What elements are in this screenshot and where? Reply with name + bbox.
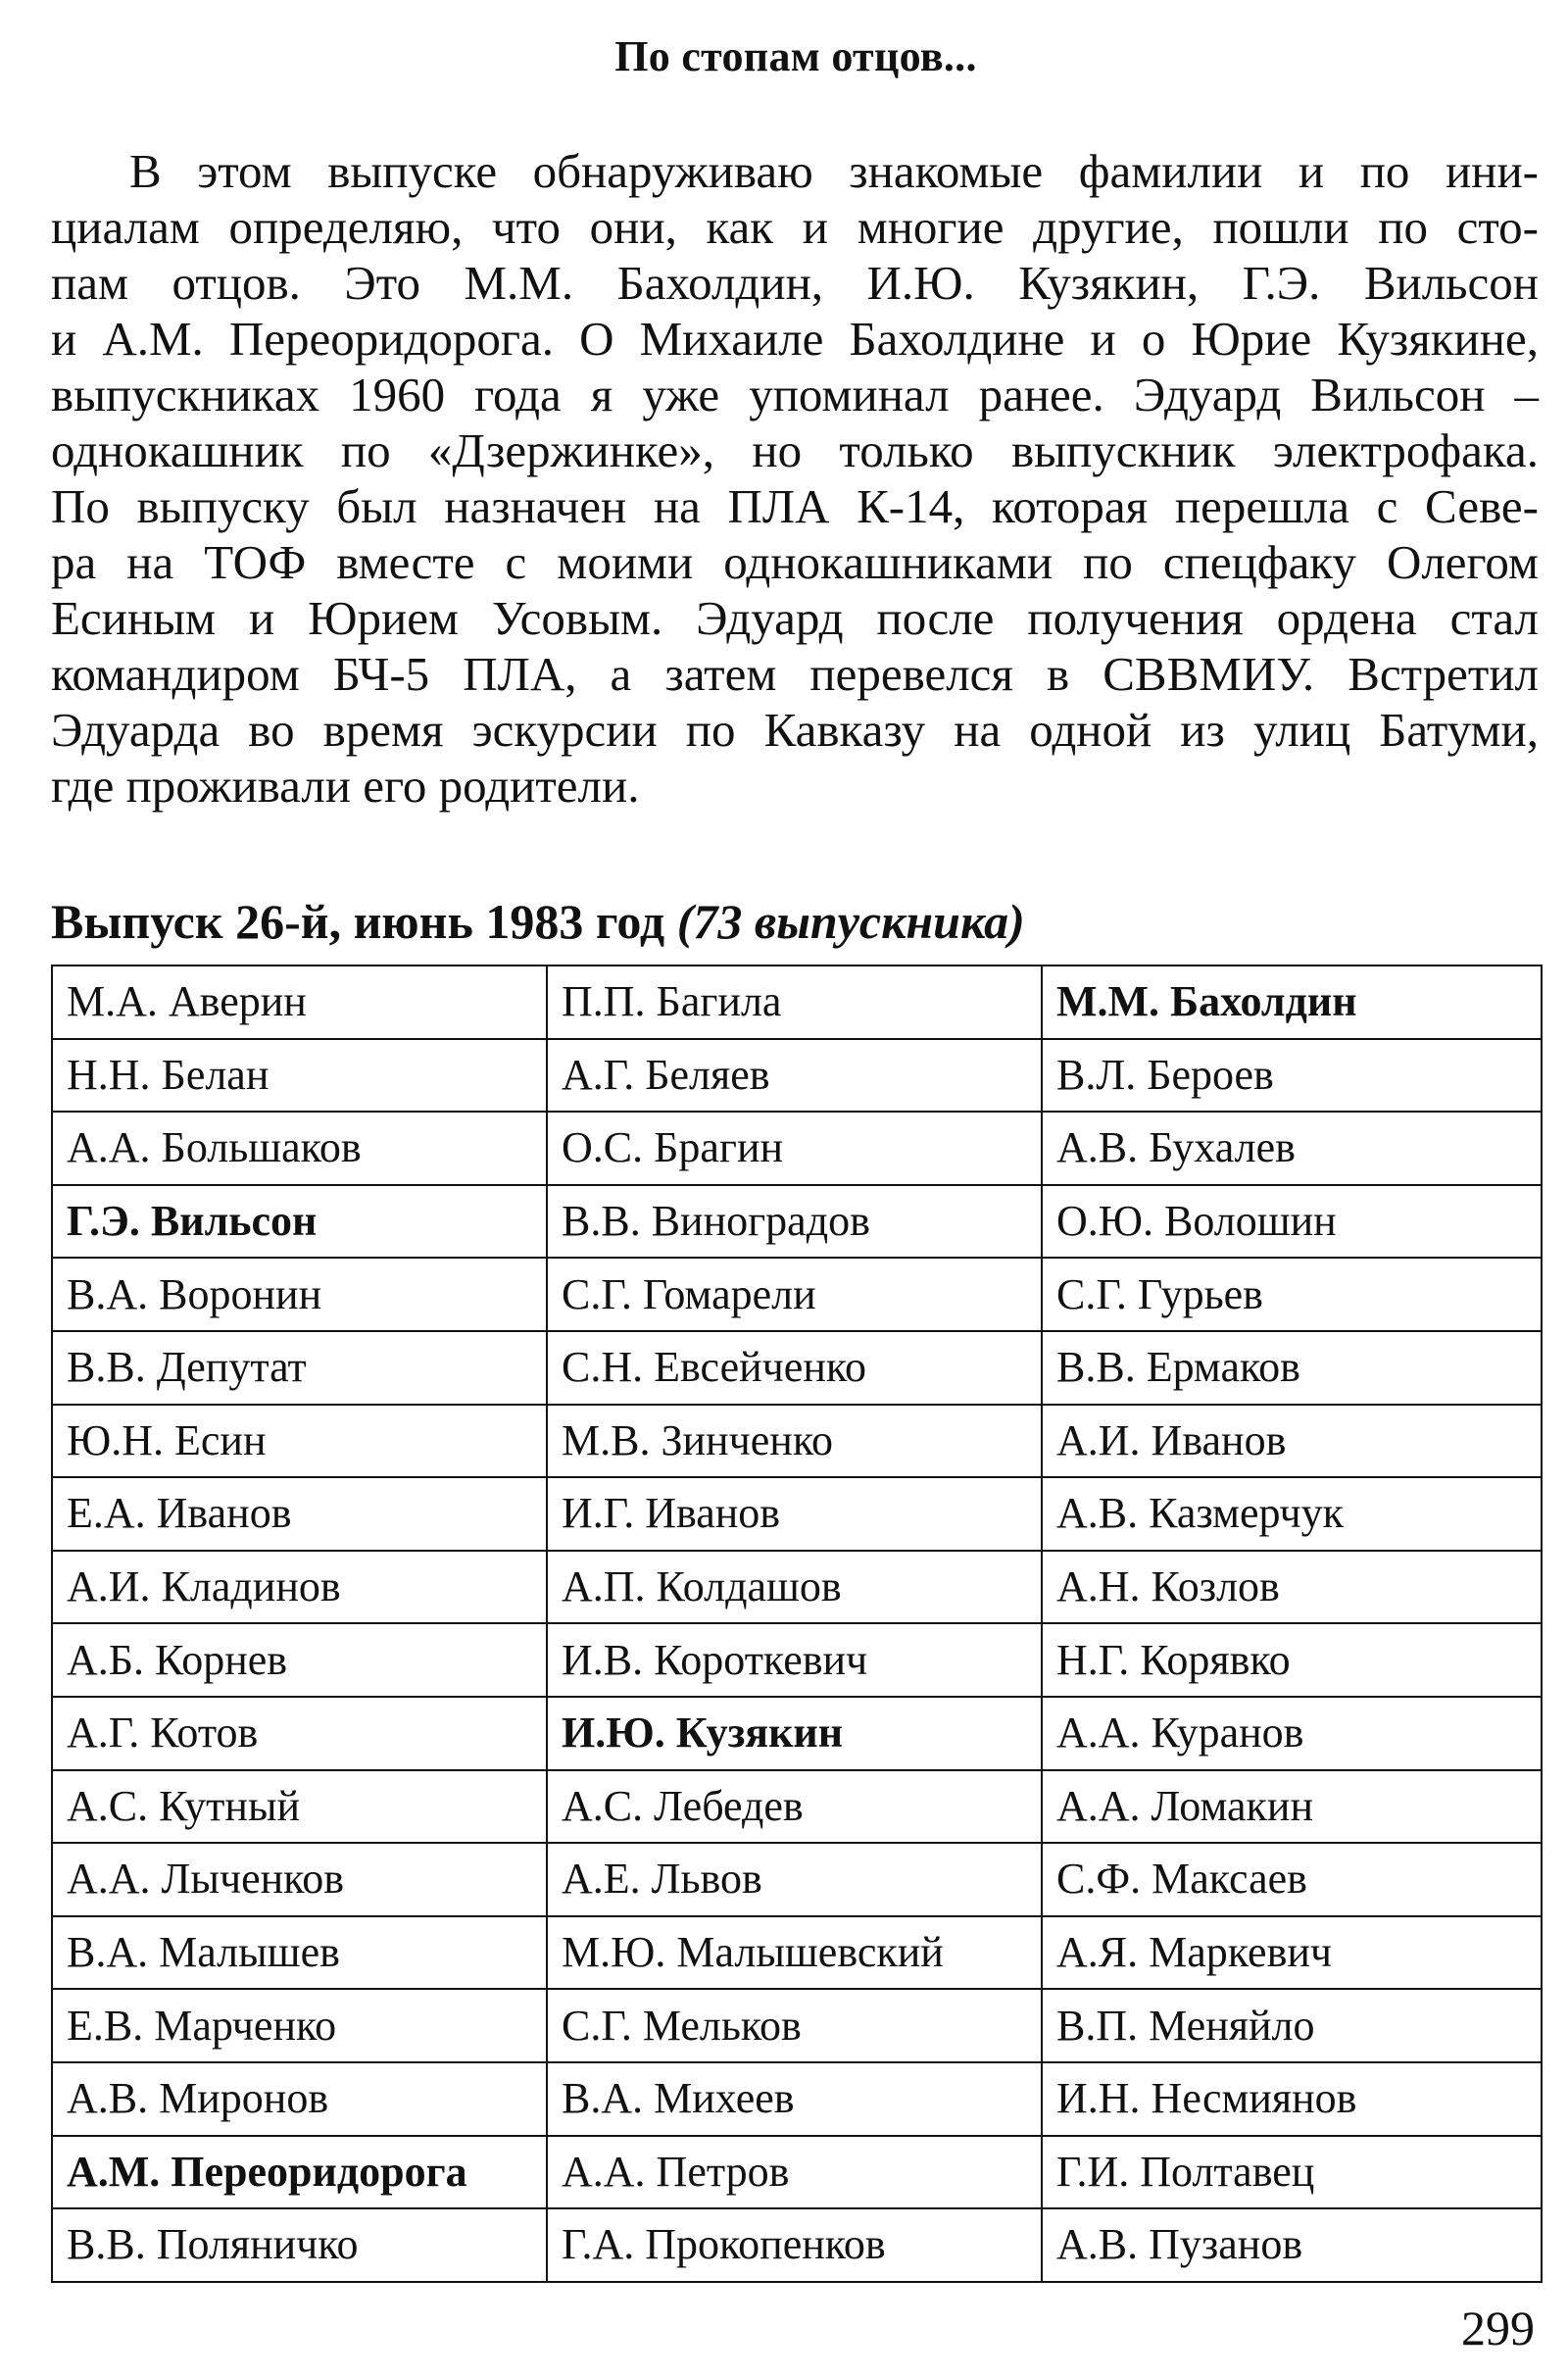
- graduate-name-cell: А.А. Лыченков: [52, 1843, 547, 1916]
- graduate-name-cell: И.Н. Несмиянов: [1042, 2062, 1542, 2136]
- graduate-name-cell: С.Г. Гомарели: [547, 1258, 1042, 1331]
- graduate-name-cell: В.В. Поляничко: [52, 2208, 547, 2282]
- graduate-name-cell: А.А. Ломакин: [1042, 1770, 1542, 1844]
- graduate-name-cell: М.А. Аверин: [52, 966, 547, 1039]
- table-row: [52, 1551, 1542, 1624]
- graduate-name-cell: С.Н. Евсейченко: [547, 1331, 1042, 1405]
- table-row: [52, 1697, 1542, 1770]
- graduate-name-cell: И.Ю. Кузякин: [547, 1697, 1042, 1770]
- page-number: 299: [1461, 2301, 1535, 2355]
- graduate-name-cell: Г.И. Полтавец: [1042, 2136, 1542, 2209]
- table-row: [52, 1331, 1542, 1405]
- table-row: [52, 2208, 1542, 2282]
- graduate-name-cell: А.Н. Козлов: [1042, 1551, 1542, 1624]
- graduate-name-cell: А.Б. Корнев: [52, 1623, 547, 1697]
- paragraph-line: Есиным и Юрием Усовым. Эдуард после получения ордена стал: [51, 591, 1539, 645]
- graduate-name-cell: А.В. Бухалев: [1042, 1112, 1542, 1185]
- graduate-name-cell: М.В. Зинченко: [547, 1405, 1042, 1478]
- graduate-name-cell: В.А. Воронин: [52, 1258, 547, 1331]
- graduate-name-cell: А.И. Кладинов: [52, 1551, 547, 1624]
- table-row: [52, 1843, 1542, 1916]
- graduate-name-cell: С.Г. Гурьев: [1042, 1258, 1542, 1331]
- graduate-name-cell: А.С. Кутный: [52, 1770, 547, 1844]
- graduate-name-cell: А.А. Петров: [547, 2136, 1042, 2209]
- graduate-name-cell: А.Е. Львов: [547, 1843, 1042, 1916]
- graduate-name-cell: А.П. Колдашов: [547, 1551, 1042, 1624]
- body-paragraph: [51, 143, 1539, 814]
- graduate-name-cell: Г.А. Прокопенков: [547, 2208, 1042, 2282]
- graduate-name-cell: И.В. Короткевич: [547, 1623, 1042, 1697]
- table-row: [52, 1477, 1542, 1551]
- table-heading-count: (73 выпускника): [676, 894, 1025, 949]
- paragraph-line: По выпуску был назначен на ПЛА К-14, которая перешла с Севе-: [51, 479, 1539, 533]
- table-row: [52, 1039, 1542, 1113]
- graduate-name-cell: В.А. Малышев: [52, 1916, 547, 1990]
- graduate-name-cell: Е.А. Иванов: [52, 1477, 547, 1551]
- graduate-name-cell: А.В. Казмерчук: [1042, 1477, 1542, 1551]
- table-row: [52, 1770, 1542, 1844]
- graduate-name-cell: В.В. Виноградов: [547, 1185, 1042, 1259]
- graduate-name-cell: В.Л. Бероев: [1042, 1039, 1542, 1113]
- table-row: [52, 2136, 1542, 2209]
- graduate-name-cell: А.В. Миронов: [52, 2062, 547, 2136]
- graduate-name-cell: А.Я. Маркевич: [1042, 1916, 1542, 1990]
- graduate-name-cell: В.В. Депутат: [52, 1331, 547, 1405]
- graduate-name-cell: О.Ю. Волошин: [1042, 1185, 1542, 1259]
- graduate-name-cell: А.А. Куранов: [1042, 1697, 1542, 1770]
- graduate-name-cell: А.В. Пузанов: [1042, 2208, 1542, 2282]
- table-row: [52, 1623, 1542, 1697]
- paragraph-line: В этом выпуске обнаруживаю знакомые фамилии и по ини-: [129, 144, 1539, 198]
- paragraph-line: однокашник по «Дзержинке», но только выпускник электрофака.: [51, 423, 1539, 477]
- table-row: [52, 1112, 1542, 1185]
- paragraph-line: выпускниках 1960 года я уже упоминал ранее. Эдуард Вильсон –: [51, 368, 1539, 421]
- paragraph-line: пам отцов. Это М.М. Бахолдин, И.Ю. Кузякин, Г.Э. Вильсон: [51, 256, 1539, 310]
- paragraph-line: ра на ТОФ вместе с моими однокашниками по спецфаку Олегом: [51, 535, 1539, 589]
- graduate-name-cell: П.П. Багила: [547, 966, 1042, 1039]
- table-row: [52, 1989, 1542, 2062]
- graduate-name-cell: М.Ю. Малышевский: [547, 1916, 1042, 1990]
- graduate-name-cell: О.С. Брагин: [547, 1112, 1042, 1185]
- graduates-table-body: [52, 966, 1542, 2282]
- graduate-name-cell: А.И. Иванов: [1042, 1405, 1542, 1478]
- graduate-name-cell: И.Г. Иванов: [547, 1477, 1042, 1551]
- graduate-name-cell: А.М. Переоридорога: [52, 2136, 547, 2209]
- table-heading: [51, 890, 1025, 953]
- graduate-name-cell: В.В. Ермаков: [1042, 1331, 1542, 1405]
- table-row: [52, 1916, 1542, 1990]
- graduate-name-cell: Г.Э. Вильсон: [52, 1185, 547, 1259]
- paragraph-line: циалам определяю, что они, как и многие другие, пошли по сто-: [51, 200, 1539, 254]
- table-row: [52, 1258, 1542, 1331]
- table-row: [52, 1405, 1542, 1478]
- graduate-name-cell: В.А. Михеев: [547, 2062, 1042, 2136]
- paragraph-line: Эдуарда во время эскурсии по Кавказу на одной из улиц Батуми,: [51, 703, 1539, 757]
- graduates-table: [51, 965, 1543, 2283]
- graduate-name-cell: В.П. Меняйло: [1042, 1989, 1542, 2062]
- graduate-name-cell: А.А. Большаков: [52, 1112, 547, 1185]
- table-row: [52, 966, 1542, 1039]
- section-title: По стопам отцов...: [614, 32, 977, 80]
- paragraph-line: командиром БЧ-5 ПЛА, а затем перевелся в СВВМИУ. Встретил: [51, 647, 1539, 701]
- graduate-name-cell: С.Ф. Максаев: [1042, 1843, 1542, 1916]
- graduate-name-cell: Е.В. Марченко: [52, 1989, 547, 2062]
- paragraph-line: где проживали его родители.: [51, 759, 640, 813]
- table-row: [52, 2062, 1542, 2136]
- graduate-name-cell: М.М. Бахолдин: [1042, 966, 1542, 1039]
- table-heading-title: Выпуск 26-й, июнь 1983 год: [51, 894, 665, 949]
- table-row: [52, 1185, 1542, 1259]
- graduate-name-cell: А.Г. Котов: [52, 1697, 547, 1770]
- graduate-name-cell: Н.Н. Белан: [52, 1039, 547, 1113]
- graduate-name-cell: А.Г. Беляев: [547, 1039, 1042, 1113]
- graduate-name-cell: Н.Г. Корявко: [1042, 1623, 1542, 1697]
- paragraph-line: и А.М. Переоридорога. О Михаиле Бахолдине и о Юрие Кузякине,: [51, 312, 1539, 366]
- graduate-name-cell: Ю.Н. Есин: [52, 1405, 547, 1478]
- graduate-name-cell: А.С. Лебедев: [547, 1770, 1042, 1844]
- graduate-name-cell: С.Г. Мельков: [547, 1989, 1042, 2062]
